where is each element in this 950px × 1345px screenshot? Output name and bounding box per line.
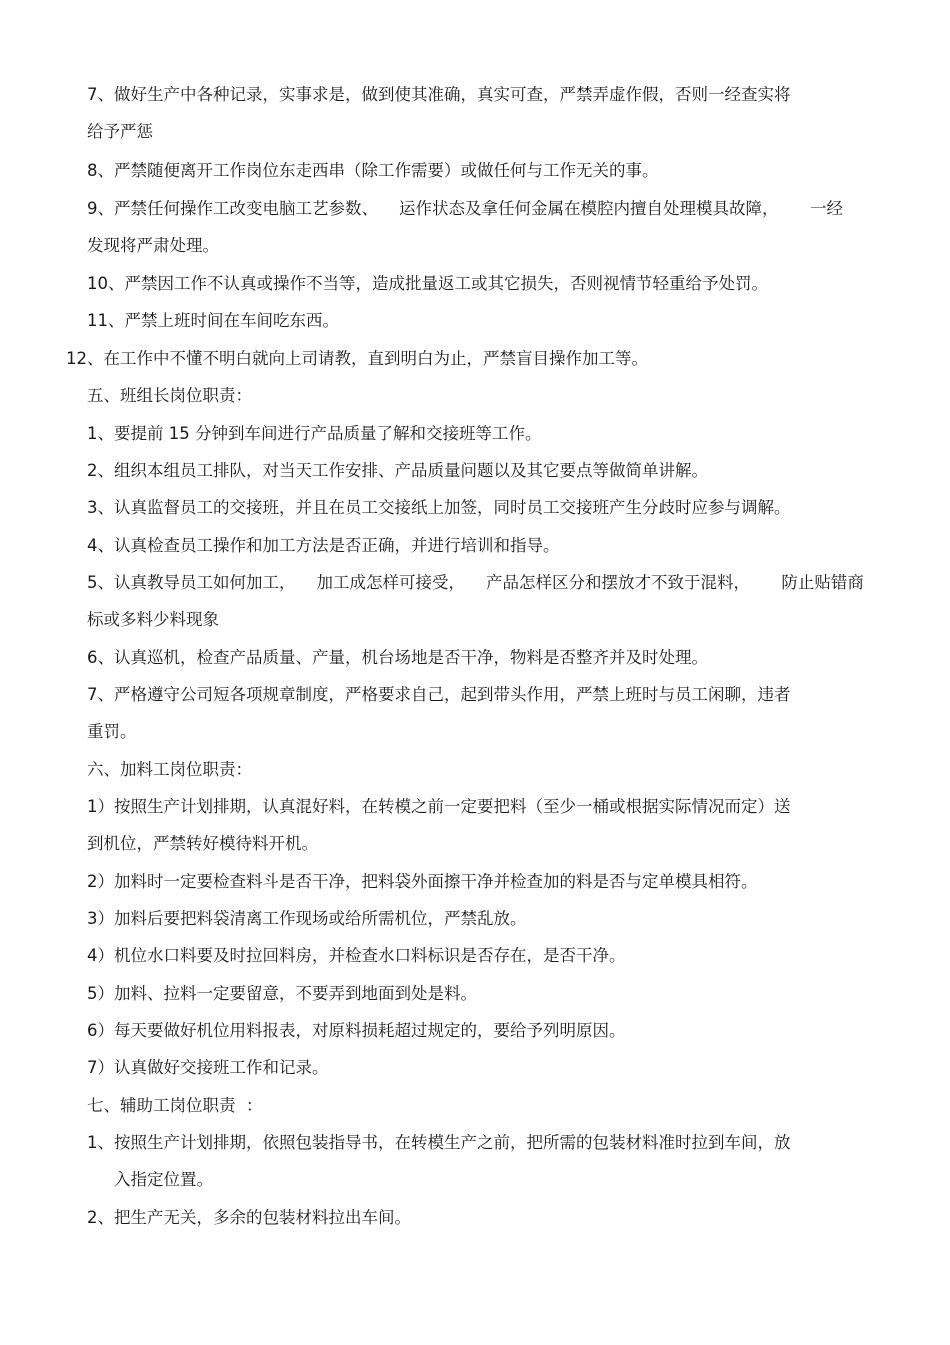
text-line: 标或多料少料现象 bbox=[87, 610, 219, 629]
text-line: 7、严格遵守公司短各项规章制度，严格要求自己，起到带头作用，严禁上班时与员工闲聊，违者 bbox=[87, 685, 791, 704]
text-line: 2、把生产无关，多余的包装材料拉出车间。 bbox=[87, 1208, 411, 1227]
text-line: 10、严禁因工作不认真或操作不当等，造成批量返工或其它损失，否则视情节轻重给予处罚。 bbox=[87, 274, 768, 293]
text-line: 8、严禁随便离开工作岗位东走西串（除工作需要）或做任何与工作无关的事。 bbox=[87, 161, 659, 180]
text-line: 9、严禁任何操作工改变电脑工艺参数、 运作状态及拿任何金属在模腔内擅自处理模具故障， 一经 bbox=[87, 199, 843, 218]
text-line: 3、认真监督员工的交接班，并且在员工交接纸上加签，同时员工交接班产生分歧时应参与调解。 bbox=[87, 498, 791, 517]
text-line: 7、做好生产中各种记录，实事求是，做到使其准确，真实可查，严禁弄虚作假，否则一经查实将 bbox=[87, 85, 791, 104]
section-heading: 六、加料工岗位职责： bbox=[87, 760, 252, 779]
text-line: 给予严惩 bbox=[87, 122, 153, 141]
text-line: 4、认真检查员工操作和加工方法是否正确，并进行培训和指导。 bbox=[87, 536, 560, 555]
text-line: 2）加料时一定要检查料斗是否干净，把料袋外面擦干净并检查加的料是否与定单模具相符。 bbox=[87, 872, 758, 891]
text-line: 11、严禁上班时间在车间吃东西。 bbox=[87, 311, 339, 330]
text-line: 7）认真做好交接班工作和记录。 bbox=[87, 1058, 329, 1077]
text-line: 12、在工作中不懂不明白就向上司请教，直到明白为止，严禁盲目操作加工等。 bbox=[66, 349, 648, 368]
text-line: 到机位，严禁转好模待料开机。 bbox=[87, 834, 318, 853]
section-heading: 五、班组长岗位职责： bbox=[87, 386, 252, 405]
text-line: 3）加料后要把料袋清离工作现场或给所需机位，严禁乱放。 bbox=[87, 909, 527, 928]
text-line: 入指定位置。 bbox=[114, 1170, 213, 1189]
text-line: 4）机位水口料要及时拉回料房，并检查水口料标识是否存在，是否干净。 bbox=[87, 946, 626, 965]
text-line: 发现将严肃处理。 bbox=[87, 236, 219, 255]
text-line: 6、认真巡机，检查产品质量、产量，机台场地是否干净，物料是否整齐并及时处理。 bbox=[87, 648, 708, 667]
text-line: 2、组织本组员工排队，对当天工作安排、产品质量问题以及其它要点等做简单讲解。 bbox=[87, 461, 708, 480]
section-heading: 七、辅助工岗位职责 ： bbox=[87, 1096, 263, 1115]
text-line: 5）加料、拉料一定要留意，不要弄到地面到处是料。 bbox=[87, 984, 477, 1003]
text-line: 1、要提前 15 分钟到车间进行产品质量了解和交接班等工作。 bbox=[87, 424, 542, 443]
text-line: 5、认真教导员工如何加工， 加工成怎样可接受， 产品怎样区分和摆放才不致于混料， 防止贴错商 bbox=[87, 573, 864, 592]
text-line: 重罚。 bbox=[87, 722, 137, 741]
text-line: 1、按照生产计划排期，依照包装指导书，在转模生产之前，把所需的包装材料准时拉到车间，放 bbox=[87, 1133, 791, 1152]
text-line: 6）每天要做好机位用料报表，对原料损耗超过规定的，要给予列明原因。 bbox=[87, 1021, 626, 1040]
text-line: 1）按照生产计划排期，认真混好料，在转模之前一定要把料（至少一桶或根据实际情况而定）送 bbox=[87, 797, 791, 816]
